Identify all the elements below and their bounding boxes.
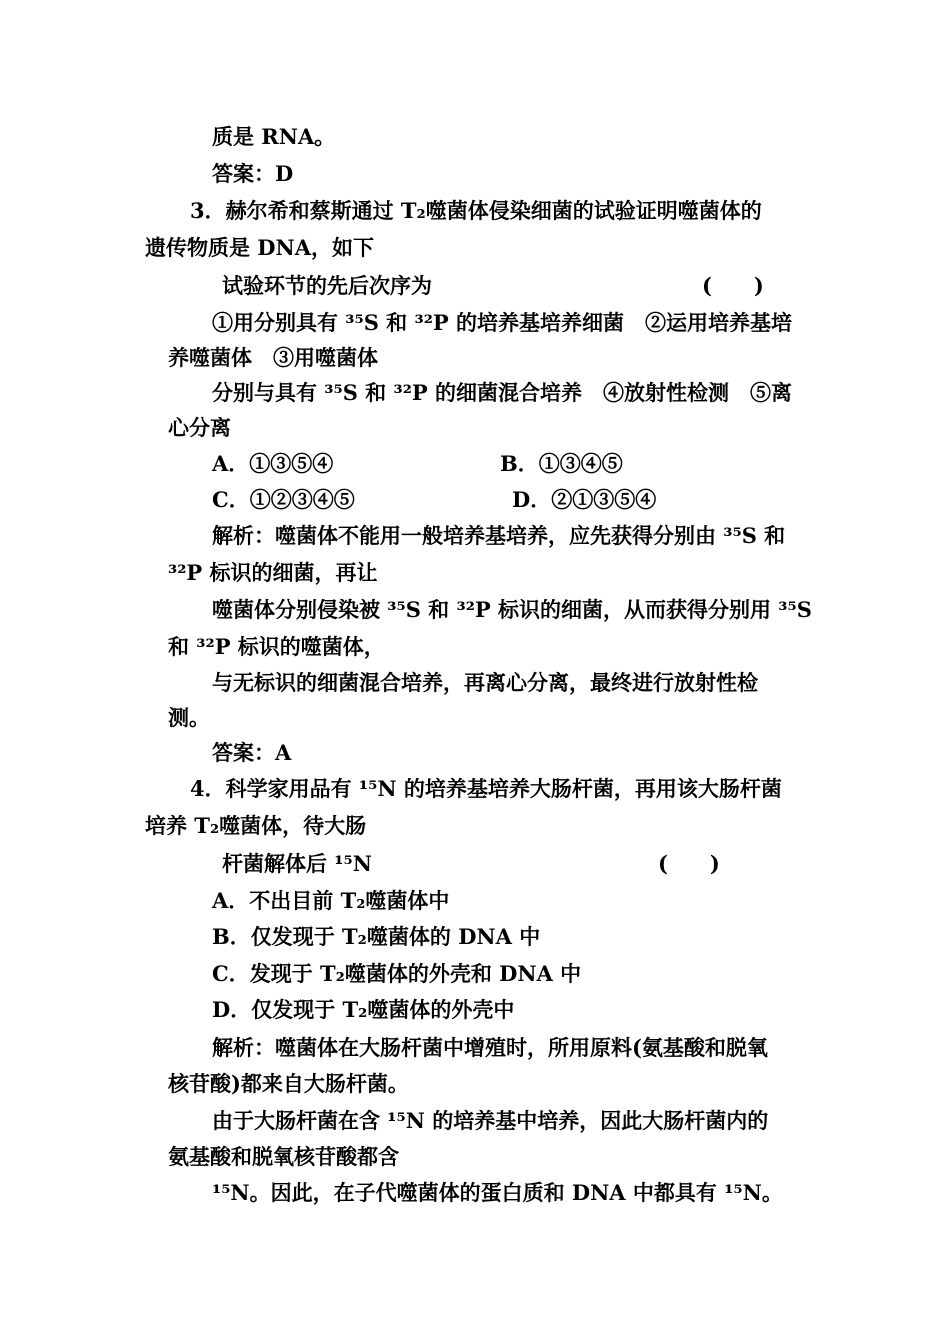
text-line: 测。 [168,705,210,730]
text-line: ¹⁵N。因此，在子代噬菌体的蛋白质和 DNA 中都具有 ¹⁵N。 [212,1180,783,1205]
option-a: A．不出目前 T₂噬菌体中 [212,888,450,913]
text-line: ①用分别具有 ³⁵S 和 ³²P 的培养基培养细菌 ②运用培养基培 [212,310,792,335]
answer-line: 答案：A [212,740,292,765]
text-line: 培养 T₂噬菌体，待大肠 [145,813,367,838]
option-d: D．②①③⑤④ [512,487,657,512]
text-line: 噬菌体分别侵染被 ³⁵S 和 ³²P 标识的细菌，从而获得分别用 ³⁵S [212,597,812,622]
text-line: 心分离 [168,415,231,440]
option-c: C．①②③④⑤ [212,487,355,512]
question-4-stem: 4．科学家用品有 ¹⁵N 的培养基培养大肠杆菌，再用该大肠杆菌 [190,776,782,801]
text-line: 试验环节的先后次序为 [222,273,432,298]
option-b: B．仅发现于 T₂噬菌体的 DNA 中 [212,924,541,949]
text-line: 分别与具有 ³⁵S 和 ³²P 的细菌混合培养 ④放射性检测 ⑤离 [212,380,792,405]
text-line: 质是 RNA。 [212,124,336,149]
text-line: 与无标识的细菌混合培养，再离心分离，最终进行放射性检 [212,670,758,695]
answer-bracket: ( ) [702,273,764,298]
answer-bracket: ( ) [658,851,720,876]
text-line: 杆菌解体后 ¹⁵N [222,851,372,876]
text-line: 遗传物质是 DNA，如下 [145,235,375,260]
option-c: C．发现于 T₂噬菌体的外壳和 DNA 中 [212,961,582,986]
text-line: 核苷酸)都来自大肠杆菌。 [168,1071,409,1096]
analysis-line: 解析：噬菌体不能用一般培养基培养，应先获得分别由 ³⁵S 和 [212,523,786,548]
text-line: 和 ³²P 标识的噬菌体， [168,634,385,659]
answer-line: 答案：D [212,161,294,186]
option-a: A．①③⑤④ [212,451,334,476]
analysis-line: 解析：噬菌体在大肠杆菌中增殖时，所用原料(氨基酸和脱氧 [212,1035,768,1060]
text-line: 养噬菌体 ③用噬菌体 [168,345,378,370]
text-line: 氨基酸和脱氧核苷酸都含 [168,1144,399,1169]
text-line: 由于大肠杆菌在含 ¹⁵N 的培养基中培养，因此大肠杆菌内的 [212,1108,769,1133]
option-b: B．①③④⑤ [500,451,623,476]
question-3-stem: 3．赫尔希和蔡斯通过 T₂噬菌体侵染细菌的试验证明噬菌体的 [190,198,762,223]
option-d: D．仅发现于 T₂噬菌体的外壳中 [212,997,515,1022]
text-line: ³²P 标识的细菌，再让 [168,560,378,585]
